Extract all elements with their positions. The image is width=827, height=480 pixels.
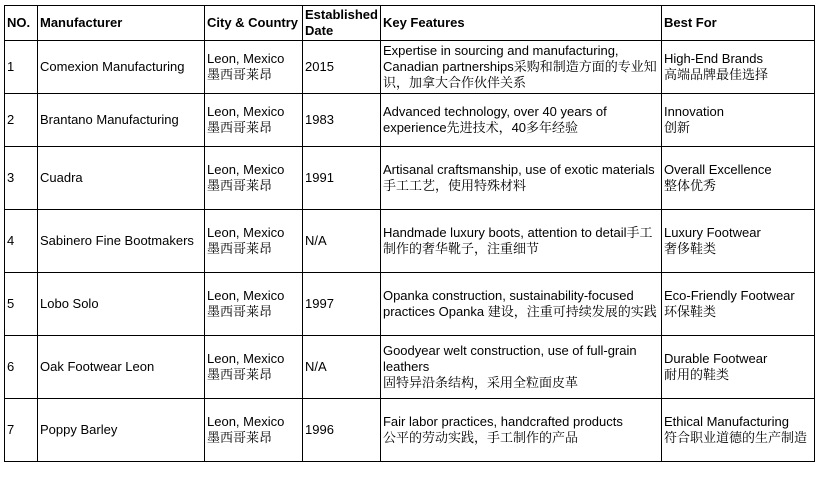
cell-features: Handmade luxury boots, attention to detail手工制作的奢华靴子，注重细节 xyxy=(380,210,661,273)
cell-established: 2015 xyxy=(303,41,381,94)
manufacturer-table xyxy=(4,5,815,462)
table-row xyxy=(5,273,815,336)
cell-best-for xyxy=(661,147,814,210)
best-en: Eco-Friendly Footwear xyxy=(663,288,795,303)
cell-city xyxy=(205,94,303,147)
cell-city xyxy=(205,41,303,94)
header-established-date: Established Date xyxy=(303,6,381,41)
table-row xyxy=(5,210,815,273)
features-zh: 固特异沿条结构，采用全粒面皮革 xyxy=(382,375,578,390)
table-row xyxy=(5,399,815,462)
cell-no: 6 xyxy=(5,336,38,399)
cell-no: 1 xyxy=(5,41,38,94)
best-en: Luxury Footwear xyxy=(663,225,761,240)
best-zh: 高端品牌最佳选择 xyxy=(663,67,768,82)
best-en: Durable Footwear xyxy=(663,351,768,366)
cell-best-for xyxy=(661,336,814,399)
city-en: Leon, Mexico xyxy=(207,351,285,366)
cell-established: N/A xyxy=(303,210,381,273)
best-zh: 耐用的鞋类 xyxy=(663,367,729,382)
header-city-country: City & Country xyxy=(205,6,303,41)
best-en: Overall Excellence xyxy=(663,162,772,177)
cell-manufacturer: Poppy Barley xyxy=(38,399,205,462)
cell-city xyxy=(205,210,303,273)
city-en: Leon, Mexico xyxy=(207,414,285,429)
city-zh: 墨西哥莱昂 xyxy=(207,241,273,256)
city-en: Leon, Mexico xyxy=(207,225,285,240)
best-en: Ethical Manufacturing xyxy=(663,414,789,429)
cell-features: Expertise in sourcing and manufacturing, Canadian partnerships采购和制造方面的专业知识，加拿大合作伙伴关系 xyxy=(380,41,661,94)
cell-established: 1997 xyxy=(303,273,381,336)
cell-features xyxy=(380,336,661,399)
cell-no: 4 xyxy=(5,210,38,273)
table-row xyxy=(5,147,815,210)
cell-manufacturer: Brantano Manufacturing xyxy=(38,94,205,147)
features-en: Goodyear welt construction, use of full-grain leathers xyxy=(382,343,637,374)
cell-established: 1983 xyxy=(303,94,381,147)
cell-best-for xyxy=(661,273,814,336)
city-zh: 墨西哥莱昂 xyxy=(207,367,273,382)
cell-city xyxy=(205,336,303,399)
cell-no: 5 xyxy=(5,273,38,336)
cell-city xyxy=(205,147,303,210)
cell-no: 7 xyxy=(5,399,38,462)
table-row xyxy=(5,94,815,147)
best-zh: 环保鞋类 xyxy=(663,304,716,319)
cell-manufacturer: Sabinero Fine Bootmakers xyxy=(38,210,205,273)
header-row xyxy=(5,6,815,41)
best-zh: 符合职业道德的生产制造 xyxy=(663,430,807,445)
city-zh: 墨西哥莱昂 xyxy=(207,178,273,193)
cell-manufacturer: Cuadra xyxy=(38,147,205,210)
best-zh: 整体优秀 xyxy=(663,178,716,193)
features-en: Fair labor practices, handcrafted products xyxy=(382,414,623,429)
best-zh: 创新 xyxy=(663,120,690,135)
cell-features xyxy=(380,399,661,462)
cell-city xyxy=(205,399,303,462)
cell-best-for xyxy=(661,210,814,273)
cell-manufacturer: Comexion Manufacturing xyxy=(38,41,205,94)
cell-features: Artisanal craftsmanship, use of exotic materials 手工工艺，使用特殊材料 xyxy=(380,147,661,210)
cell-features: Advanced technology, over 40 years of experience先进技术，40多年经验 xyxy=(380,94,661,147)
city-en: Leon, Mexico xyxy=(207,162,285,177)
cell-best-for xyxy=(661,94,814,147)
city-zh: 墨西哥莱昂 xyxy=(207,67,273,82)
features-zh: 公平的劳动实践，手工制作的产品 xyxy=(382,430,578,445)
city-en: Leon, Mexico xyxy=(207,104,285,119)
best-zh: 奢侈鞋类 xyxy=(663,241,716,256)
cell-manufacturer: Lobo Solo xyxy=(38,273,205,336)
cell-established: 1991 xyxy=(303,147,381,210)
cell-city xyxy=(205,273,303,336)
cell-features: Opanka construction, sustainability-focused practices Opanka 建设，注重可持续发展的实践 xyxy=(380,273,661,336)
cell-best-for xyxy=(661,399,814,462)
best-en: Innovation xyxy=(663,104,724,119)
header-no: NO. xyxy=(5,6,38,41)
city-zh: 墨西哥莱昂 xyxy=(207,120,273,135)
table-row xyxy=(5,336,815,399)
cell-no: 2 xyxy=(5,94,38,147)
cell-established: 1996 xyxy=(303,399,381,462)
header-key-features: Key Features xyxy=(380,6,661,41)
city-zh: 墨西哥莱昂 xyxy=(207,304,273,319)
city-en: Leon, Mexico xyxy=(207,51,285,66)
cell-no: 3 xyxy=(5,147,38,210)
header-manufacturer: Manufacturer xyxy=(38,6,205,41)
cell-best-for xyxy=(661,41,814,94)
cell-manufacturer: Oak Footwear Leon xyxy=(38,336,205,399)
header-best-for: Best For xyxy=(661,6,814,41)
city-en: Leon, Mexico xyxy=(207,288,285,303)
table-row xyxy=(5,41,815,94)
cell-established: N/A xyxy=(303,336,381,399)
city-zh: 墨西哥莱昂 xyxy=(207,430,273,445)
best-en: High-End Brands xyxy=(663,51,763,66)
